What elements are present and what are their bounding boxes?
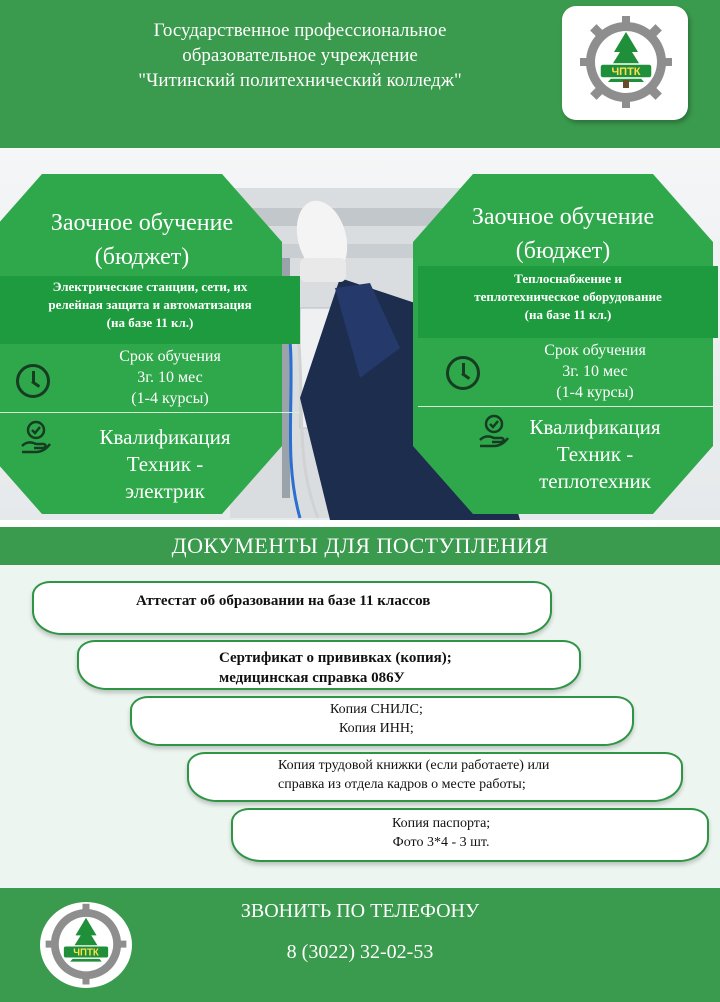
specialty-line: релейная защита и автоматизация: [48, 297, 252, 312]
specialty-line: теплотехническое оборудование: [474, 289, 662, 304]
institution-title-line: Государственное профессиональное: [153, 20, 447, 41]
study-mode-left: [22, 206, 262, 274]
study-mode-line: Заочное обучение: [50, 210, 234, 236]
duration-right: [495, 340, 695, 403]
specialty-band-right: [418, 266, 718, 338]
divider: [418, 406, 713, 407]
institution-title-line: "Читинский политехнический колледж": [138, 70, 462, 91]
duration-line: 3г. 10 мес: [562, 363, 628, 380]
qualification-line: Квалификация: [529, 415, 661, 439]
qualification-line: теплотехник: [539, 469, 651, 493]
document-item-text: [278, 756, 549, 794]
document-line: Копия СНИЛС;: [330, 702, 423, 717]
header: [0, 0, 720, 148]
document-line: медицинская справка 086У: [219, 670, 405, 686]
documents-header-bar: [0, 527, 720, 565]
clock-icon: [16, 364, 50, 398]
divider: [0, 412, 300, 413]
document-line: справка из отдела кадров о месте работы;: [278, 777, 526, 792]
document-line: Копия ИНН;: [339, 721, 414, 736]
specialty-line: Электрические станции, сети, их: [52, 279, 248, 294]
qualification-left: [60, 424, 270, 505]
call-label: ЗВОНИТЬ ПО ТЕЛЕФОНУ: [240, 900, 480, 922]
study-mode-line: (бюджет): [94, 244, 190, 270]
college-logo: [580, 14, 672, 112]
document-line: Аттестат об образовании на базе 11 классов: [136, 593, 431, 609]
document-item-text: [392, 814, 490, 852]
duration-line: Срок обучения: [544, 342, 646, 359]
college-logo-card: [562, 6, 688, 120]
document-line: Копия паспорта;: [392, 816, 491, 831]
qualification-line: электрик: [125, 479, 205, 503]
logo-text: ЧПТК: [611, 66, 641, 78]
qualification-line: Техник -: [126, 452, 204, 476]
study-mode-line: Заочное обучение: [471, 204, 655, 230]
logo-text: ЧПТК: [73, 947, 99, 959]
duration-line: 3г. 10 мес: [137, 369, 203, 386]
document-item-text: [219, 648, 452, 688]
document-line: Фото 3*4 - 3 шт.: [392, 835, 490, 850]
duration-line: (1-4 курсы): [131, 390, 209, 407]
institution-title-line: образовательное учреждение: [182, 45, 418, 66]
document-line: Копия трудовой книжки (если работаете) или: [278, 758, 550, 773]
specialty-line: Теплоснабжение и: [514, 271, 622, 286]
duration-line: (1-4 курсы): [556, 384, 634, 401]
duration-left: [70, 346, 270, 409]
clock-icon: [446, 356, 480, 390]
phone-number[interactable]: 8 (3022) 32-02-53: [286, 941, 434, 963]
study-mode-right: [443, 200, 683, 268]
documents-title: ДОКУМЕНТЫ ДЛЯ ПОСТУПЛЕНИЯ: [171, 533, 549, 558]
document-item-text: [136, 591, 430, 611]
duration-line: Срок обучения: [119, 348, 221, 365]
qualification-right: [490, 414, 700, 495]
document-line: Сертификат о прививках (копия);: [219, 650, 452, 666]
document-item-text: [330, 700, 423, 738]
institution-title: [60, 18, 540, 93]
footer: [0, 888, 720, 1002]
qualification-line: Техник -: [556, 442, 634, 466]
specialty-line: (на базе 11 кл.): [106, 315, 194, 330]
specialty-band-left: [0, 276, 300, 344]
qualification-hand-icon: [20, 420, 52, 456]
specialty-line: (на базе 11 кл.): [524, 307, 612, 322]
study-mode-line: (бюджет): [515, 238, 611, 264]
qualification-line: Квалификация: [99, 425, 231, 449]
